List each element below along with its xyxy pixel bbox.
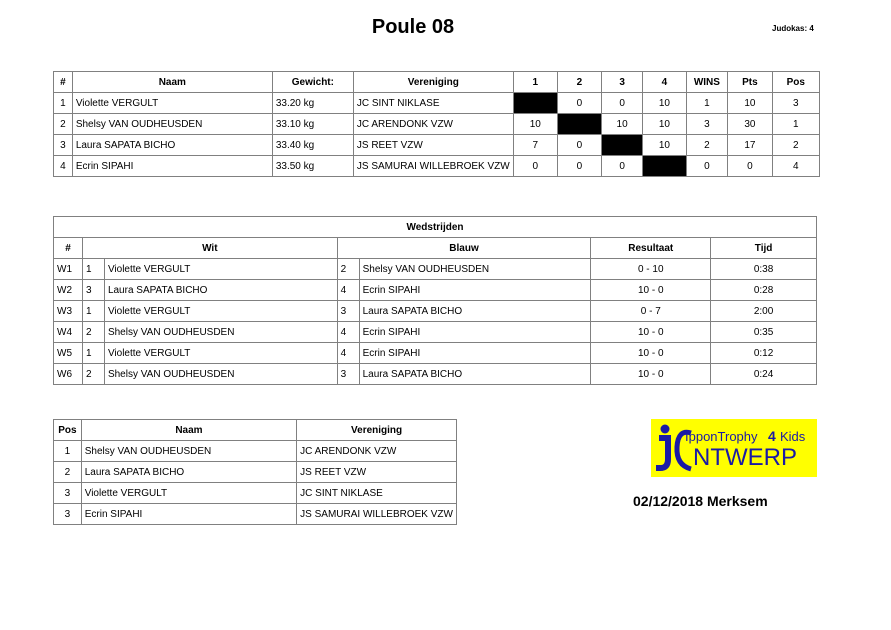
blue-name: Ecrin SIPAHI	[359, 322, 591, 343]
row-nr: 2	[54, 114, 73, 135]
blue-name: Shelsy VAN OUDHEUSDEN	[359, 259, 591, 280]
logo-trophy-text: IpponTrophy	[685, 429, 758, 444]
score-cell: 0	[513, 156, 557, 177]
row-name: Ecrin SIPAHI	[72, 156, 272, 177]
row-pos: 1	[772, 114, 819, 135]
row-club: JC SINT NIKLASE	[353, 93, 513, 114]
logo-kids-text: Kids	[780, 429, 806, 444]
row-pts: 0	[728, 156, 772, 177]
self-cell	[513, 93, 557, 114]
col-header-pos: Pos	[54, 420, 82, 441]
row-pts: 10	[728, 93, 772, 114]
page-title: Poule 08	[371, 16, 455, 38]
score-cell: 0	[601, 93, 642, 114]
row-wins: 0	[686, 156, 728, 177]
white-nr: 2	[82, 364, 104, 385]
score-cell: 10	[601, 114, 642, 135]
table-row	[54, 364, 817, 385]
row-weight: 33.20 kg	[272, 93, 353, 114]
score-cell: 0	[557, 135, 601, 156]
row-club: JS REET VZW	[353, 135, 513, 156]
rank-club: JS REET VZW	[297, 462, 457, 483]
matches-header-row	[54, 238, 817, 259]
white-name: Violette VERGULT	[104, 301, 337, 322]
matches-table	[53, 216, 817, 385]
ranking-table	[53, 419, 457, 525]
row-pts: 17	[728, 135, 772, 156]
logo-number: 4	[768, 428, 776, 444]
row-wins: 1	[686, 93, 728, 114]
match-time: 0:38	[711, 259, 817, 280]
col-header-wins: WINS	[686, 72, 728, 93]
col-header-name: Naam	[81, 420, 296, 441]
table-row	[54, 135, 820, 156]
blue-nr: 3	[337, 301, 359, 322]
matches-title-row	[54, 217, 817, 238]
white-name: Violette VERGULT	[104, 343, 337, 364]
logo-city-text: NTWERP	[693, 444, 797, 471]
row-nr: 1	[54, 93, 73, 114]
table-row	[54, 114, 820, 135]
match-result: 0 - 7	[591, 301, 711, 322]
table-row	[54, 93, 820, 114]
table-row	[54, 483, 457, 504]
white-nr: 1	[82, 301, 104, 322]
self-cell	[601, 135, 642, 156]
table-row	[54, 343, 817, 364]
row-club: JC ARENDONK VZW	[353, 114, 513, 135]
rank-club: JC SINT NIKLASE	[297, 483, 457, 504]
col-header-result: Resultaat	[591, 238, 711, 259]
rank-pos: 2	[54, 462, 82, 483]
match-time: 0:24	[711, 364, 817, 385]
row-weight: 33.40 kg	[272, 135, 353, 156]
table-row	[54, 322, 817, 343]
row-wins: 3	[686, 114, 728, 135]
score-cell: 7	[513, 135, 557, 156]
blue-nr: 2	[337, 259, 359, 280]
match-result: 10 - 0	[591, 343, 711, 364]
match-time: 0:35	[711, 322, 817, 343]
table-row	[54, 441, 457, 462]
blue-name: Ecrin SIPAHI	[359, 280, 591, 301]
table-row	[54, 280, 817, 301]
table-row	[54, 156, 820, 177]
poule-table	[53, 71, 820, 177]
match-time: 0:12	[711, 343, 817, 364]
table-row	[54, 259, 817, 280]
col-header-4: 4	[643, 72, 686, 93]
score-cell: 10	[643, 114, 686, 135]
match-result: 10 - 0	[591, 364, 711, 385]
col-header-time: Tijd	[711, 238, 817, 259]
col-header-blue: Blauw	[337, 238, 591, 259]
col-header-club: Vereniging	[297, 420, 457, 441]
col-header-nr: #	[54, 72, 73, 93]
table-row	[54, 301, 817, 322]
row-club: JS SAMURAI WILLEBROEK VZW	[353, 156, 513, 177]
ranking-header-row	[54, 420, 457, 441]
row-pos: 2	[772, 135, 819, 156]
row-name: Violette VERGULT	[72, 93, 272, 114]
col-header-name: Naam	[72, 72, 272, 93]
match-id: W3	[54, 301, 83, 322]
col-header-2: 2	[557, 72, 601, 93]
row-name: Laura SAPATA BICHO	[72, 135, 272, 156]
row-nr: 4	[54, 156, 73, 177]
blue-nr: 4	[337, 280, 359, 301]
event-date-place: 02/12/2018 Merksem	[633, 493, 768, 509]
rank-name: Laura SAPATA BICHO	[81, 462, 296, 483]
self-cell	[643, 156, 686, 177]
score-cell: 0	[557, 156, 601, 177]
table-row	[54, 504, 457, 525]
row-name: Shelsy VAN OUDHEUSDEN	[72, 114, 272, 135]
score-cell: 10	[643, 135, 686, 156]
ippon-trophy-logo	[651, 419, 817, 477]
col-header-pts: Pts	[728, 72, 772, 93]
rank-name: Violette VERGULT	[81, 483, 296, 504]
white-name: Laura SAPATA BICHO	[104, 280, 337, 301]
match-result: 0 - 10	[591, 259, 711, 280]
score-cell: 10	[513, 114, 557, 135]
rank-name: Shelsy VAN OUDHEUSDEN	[81, 441, 296, 462]
row-pts: 30	[728, 114, 772, 135]
row-pos: 4	[772, 156, 819, 177]
poule-header-row	[54, 72, 820, 93]
col-header-club: Vereniging	[353, 72, 513, 93]
white-name: Shelsy VAN OUDHEUSDEN	[104, 364, 337, 385]
match-id: W6	[54, 364, 83, 385]
rank-club: JS SAMURAI WILLEBROEK VZW	[297, 504, 457, 525]
score-cell: 10	[643, 93, 686, 114]
col-header-3: 3	[601, 72, 642, 93]
match-time: 0:28	[711, 280, 817, 301]
row-weight: 33.50 kg	[272, 156, 353, 177]
match-id: W5	[54, 343, 83, 364]
row-weight: 33.10 kg	[272, 114, 353, 135]
col-header-weight: Gewicht:	[272, 72, 353, 93]
white-nr: 3	[82, 280, 104, 301]
white-nr: 2	[82, 322, 104, 343]
match-id: W4	[54, 322, 83, 343]
white-nr: 1	[82, 343, 104, 364]
rank-club: JC ARENDONK VZW	[297, 441, 457, 462]
match-time: 2:00	[711, 301, 817, 322]
col-header-white: Wit	[82, 238, 337, 259]
blue-nr: 4	[337, 322, 359, 343]
match-result: 10 - 0	[591, 322, 711, 343]
white-name: Shelsy VAN OUDHEUSDEN	[104, 322, 337, 343]
blue-nr: 3	[337, 364, 359, 385]
row-wins: 2	[686, 135, 728, 156]
judoka-emblem-icon	[651, 419, 817, 477]
col-header-nr: #	[54, 238, 83, 259]
match-id: W1	[54, 259, 83, 280]
rank-pos: 3	[54, 483, 82, 504]
table-row	[54, 462, 457, 483]
rank-pos: 3	[54, 504, 82, 525]
self-cell	[557, 114, 601, 135]
col-header-pos: Pos	[772, 72, 819, 93]
rank-pos: 1	[54, 441, 82, 462]
match-result: 10 - 0	[591, 280, 711, 301]
rank-name: Ecrin SIPAHI	[81, 504, 296, 525]
row-nr: 3	[54, 135, 73, 156]
blue-nr: 4	[337, 343, 359, 364]
judokas-count: Judokas: 4	[772, 24, 814, 33]
blue-name: Laura SAPATA BICHO	[359, 364, 591, 385]
white-name: Violette VERGULT	[104, 259, 337, 280]
score-cell: 0	[557, 93, 601, 114]
matches-title: Wedstrijden	[54, 217, 817, 238]
score-cell: 0	[601, 156, 642, 177]
match-id: W2	[54, 280, 83, 301]
col-header-1: 1	[513, 72, 557, 93]
blue-name: Ecrin SIPAHI	[359, 343, 591, 364]
blue-name: Laura SAPATA BICHO	[359, 301, 591, 322]
white-nr: 1	[82, 259, 104, 280]
row-pos: 3	[772, 93, 819, 114]
